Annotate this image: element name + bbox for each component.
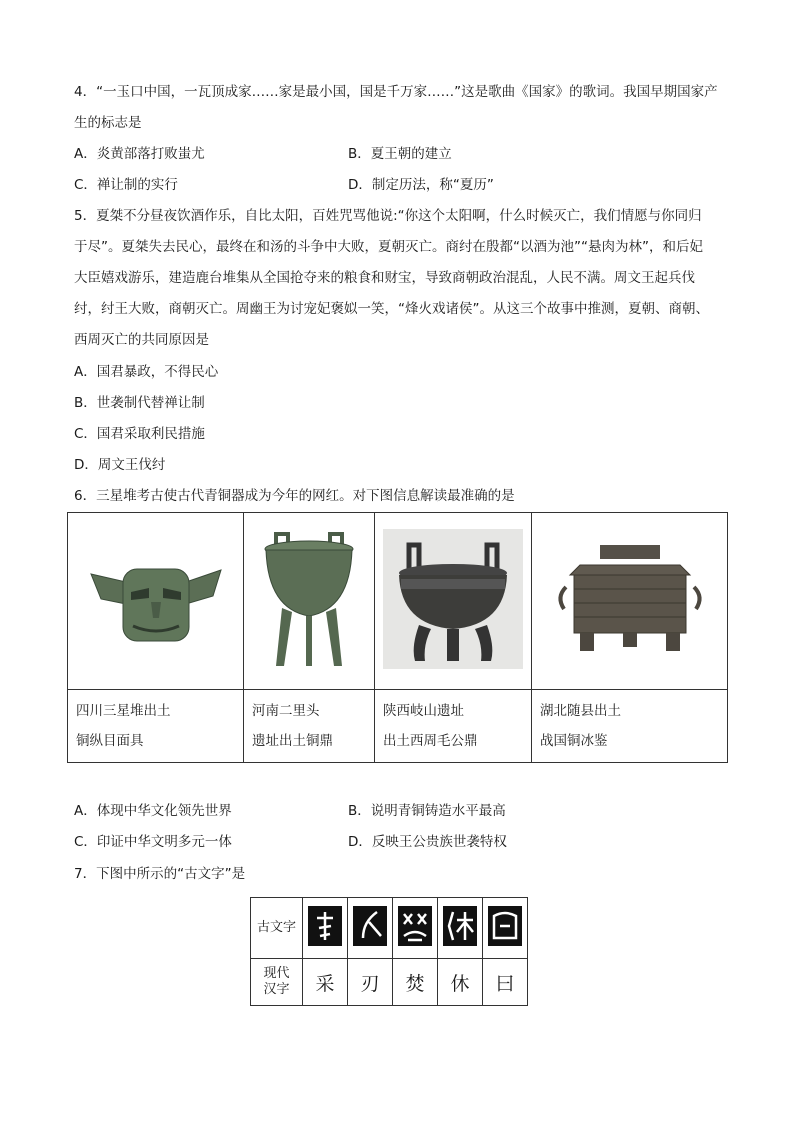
caption-mask <box>68 690 244 763</box>
ancient-glyph-cell <box>393 898 438 959</box>
caption-erlitou-ding <box>244 690 375 763</box>
modern-char-cell: 刃 <box>348 959 393 1006</box>
q5-option-b[interactable]: B．世袭制代替禅让制 <box>74 395 205 411</box>
bronze-mask-image <box>81 544 231 654</box>
caption-line: 铜纵目面具 <box>76 733 144 749</box>
modern-char-cell: 曰 <box>483 959 528 1006</box>
modern-header-line: 现代 <box>263 966 290 981</box>
artifact-image-maogong-ding <box>375 513 532 690</box>
ancient-glyph-cai-icon <box>308 906 342 946</box>
artifact-table <box>67 512 728 763</box>
modern-char-cell: 焚 <box>393 959 438 1006</box>
q5-option-a[interactable]: A．国君暴政，不得民心 <box>74 364 219 380</box>
glyph-row-header: 古文字 <box>251 898 303 959</box>
caption-maogong-ding <box>375 690 532 763</box>
caption-line: 遗址出土铜鼎 <box>252 733 333 749</box>
ancient-glyph-yue-icon <box>488 906 522 946</box>
q5-option-c[interactable]: C．国君采取利民措施 <box>74 426 205 442</box>
ancient-glyph-xiu-icon <box>443 906 477 946</box>
caption-line: 湖北随县出土 <box>540 703 621 719</box>
q5-stem-line5: 西周灭亡的共同原因是 <box>74 332 209 348</box>
q6-option-a[interactable]: A．体现中华文化领先世界 <box>74 803 232 819</box>
artifact-image-mask <box>68 513 244 690</box>
caption-line: 陕西岐山遗址 <box>383 703 464 719</box>
q6-option-d[interactable]: D．反映王公贵族世袭特权 <box>348 834 507 850</box>
q6-option-b[interactable]: B．说明青铜铸造水平最高 <box>348 803 506 819</box>
caption-ice-jian <box>532 690 728 763</box>
glyph-table <box>250 897 528 1006</box>
bronze-ding-image-2 <box>383 529 523 669</box>
ancient-glyph-fen-icon <box>398 906 432 946</box>
q4-option-a[interactable]: A．炎黄部落打败蚩尤 <box>74 146 205 162</box>
modern-row-header <box>251 959 303 1006</box>
q4-option-b[interactable]: B．夏王朝的建立 <box>348 146 452 162</box>
q4-option-c[interactable]: C．禅让制的实行 <box>74 177 178 193</box>
caption-line: 四川三星堆出土 <box>76 703 171 719</box>
q5-stem-line1: 5．夏桀不分昼夜饮酒作乐，自比太阳，百姓咒骂他说:“你这个太阳啊，什么时候灭亡，我们情愿与你同归 <box>74 208 702 224</box>
ancient-glyph-cell <box>438 898 483 959</box>
q4-stem-line1: 4．“一玉口中国，一瓦顶成家……家是最小国，国是千万家……”这是歌曲《国家》的歌词。我国早期国家产 <box>74 84 718 100</box>
q4-option-d[interactable]: D．制定历法，称“夏历” <box>348 177 494 193</box>
q6-stem: 6．三星堆考古使古代青铜器成为今年的网红。对下图信息解读最准确的是 <box>74 488 515 504</box>
q5-stem-line3: 大臣嬉戏游乐，建造鹿台堆集从全国抢夺来的粮食和财宝，导致商朝政治混乱，人民不满。周文王起兵伐 <box>74 270 695 286</box>
caption-line: 战国铜冰鉴 <box>540 733 608 749</box>
bronze-ding-image <box>254 524 364 674</box>
caption-line: 出土西周毛公鼎 <box>383 733 478 749</box>
q6-option-c[interactable]: C．印证中华文明多元一体 <box>74 834 232 850</box>
caption-line: 河南二里头 <box>252 703 320 719</box>
q5-option-d[interactable]: D．周文王伐纣 <box>74 457 166 473</box>
ancient-glyph-cell <box>348 898 393 959</box>
modern-char-cell: 采 <box>303 959 348 1006</box>
q5-stem-line4: 纣，纣王大败，商朝灭亡。周幽王为讨宠妃褒姒一笑，“烽火戏诸侯”。从这三个故事中推测，夏朝、商朝、 <box>74 301 709 317</box>
ancient-glyph-cell <box>303 898 348 959</box>
q4-stem-line2: 生的标志是 <box>74 115 142 131</box>
ancient-glyph-cell <box>483 898 528 959</box>
q7-stem: 7．下图中所示的“古文字”是 <box>74 866 246 882</box>
modern-char-cell: 休 <box>438 959 483 1006</box>
bronze-ice-jian-image <box>550 539 710 659</box>
q5-stem-line2: 于尽”。夏桀失去民心，最终在和汤的斗争中大败，夏朝灭亡。商纣在殷都“以酒为池”“悬肉为林”，和后妃 <box>74 239 703 255</box>
artifact-image-ice-jian <box>532 513 728 690</box>
artifact-image-erlitou-ding <box>244 513 375 690</box>
modern-header-line: 汉字 <box>263 982 290 997</box>
ancient-glyph-ren-icon <box>353 906 387 946</box>
